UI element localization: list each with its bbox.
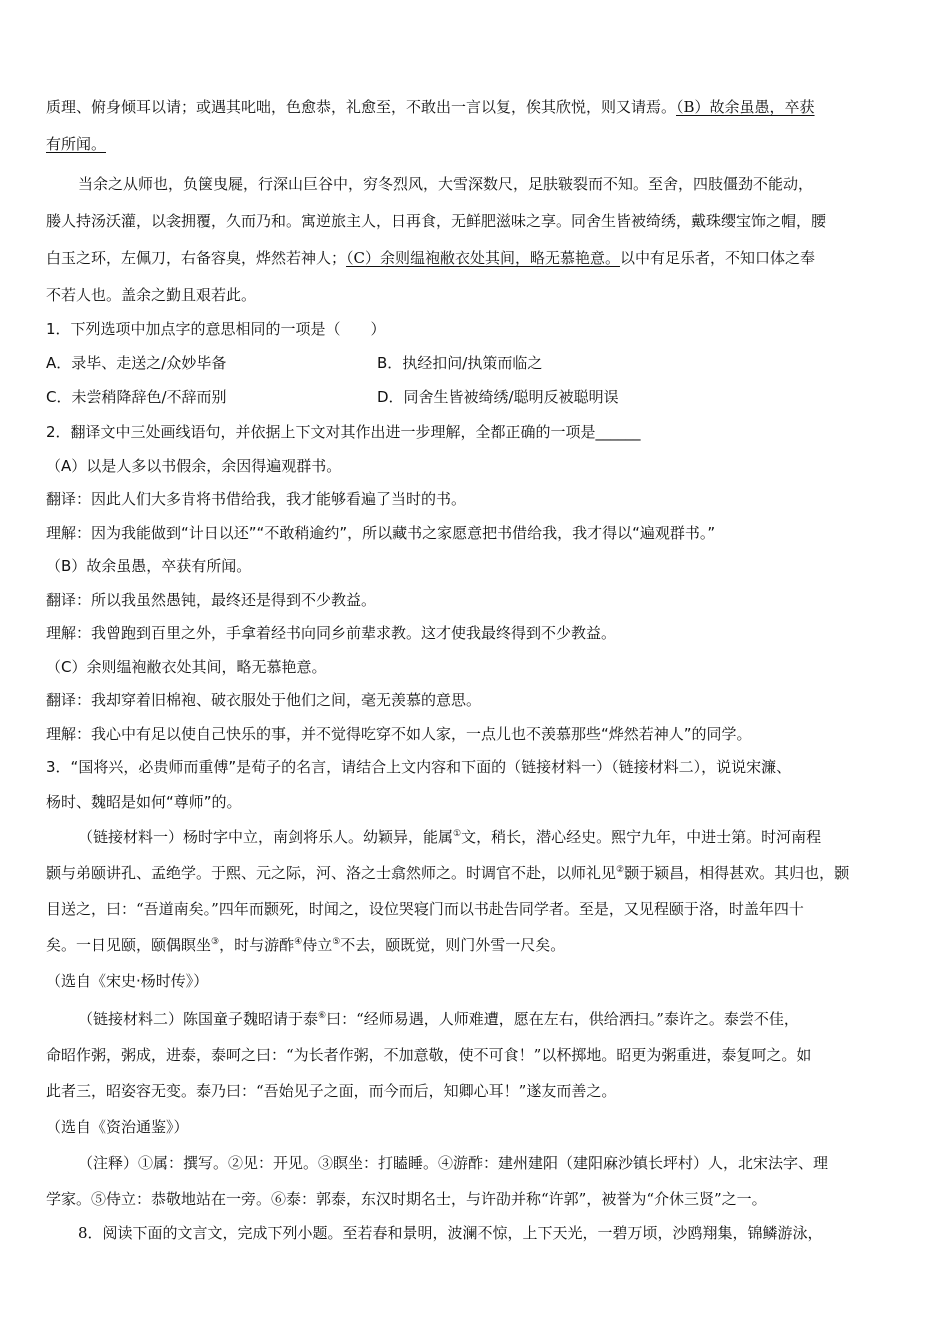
passage-line: 当余之从师也，负箧曳屣，行深山巨谷中，穷冬烈风，大雪深数尺，足肤皲裂而不知。至舍，四肢僵劲不能动，	[78, 175, 814, 193]
passage-line: 白玉之环，左佩刀，右备容臭，烨然若神人；（C）余则缊袍敝衣处其间，略无慕艳意。以中有足乐者，不知口体之奉	[46, 249, 816, 267]
q2-line: 翻译：我却穿着旧棉袍、破衣服处于他们之间，毫无羡慕的意思。	[46, 691, 482, 709]
material-1-line: 颢与弟颐讲孔、孟绝学。于熙、元之际，河、洛之士翕然师之。时调官不赴，以师礼见②颢于颍昌，相得甚欢。其归也，颢	[46, 864, 850, 882]
q2-line: 翻译：所以我虽然愚钝，最终还是得到不少教益。	[46, 591, 377, 609]
question-8-stem: 8．阅读下面的文言文，完成下列小题。至若春和景明，波澜不惊，上下天光，一碧万顷，沙鸥翔集，锦鳞游泳，	[78, 1224, 823, 1242]
q2-line: 翻译：因此人们大多肯将书借给我，我才能够看遍了当时的书。	[46, 490, 467, 508]
notes-line: （注释）①属：撰写。②见：开见。③瞑坐：打瞌睡。④游酢：建州建阳（建阳麻沙镇长坪村）人，北宋法字、理	[78, 1154, 829, 1172]
q2-line: 理解：我曾跑到百里之外，手拿着经书向同乡前辈求教。这才使我最终得到不少教益。	[46, 624, 617, 642]
q2-line: 理解：我心中有足以使自己快乐的事，并不觉得吃穿不如人家，一点儿也不羡慕那些“烨然若神人”的同学。	[46, 725, 752, 743]
q2-line: 理解：因为我能做到“计日以还”“不敢稍逾约”，所以藏书之家愿意把书借给我，我才得以“遍观群书。”	[46, 524, 716, 542]
underlined-sentence-c: （C）余则缊袍敝衣处其间，略无慕艳意。	[346, 249, 620, 267]
option-a[interactable]: A．录毕、走送之/众妙毕备	[46, 354, 227, 372]
underlined-sentence-b: （B）故余虽愚，卒获	[676, 98, 815, 116]
q2-line: （A）以是人多以书假余，余因得遍观群书。	[46, 457, 342, 475]
material-1-line: （链接材料一）杨时字中立，南剑将乐人。幼颖异，能属①文，稍长，潜心经史。熙宁九年，中进士第。时河南程	[78, 828, 822, 846]
q2-line: （B）故余虽愚，卒获有所闻。	[46, 557, 252, 575]
question-1-options-row2	[46, 386, 708, 407]
question-1-stem: 1．下列选项中加点字的意思相同的一项是（ ）	[46, 320, 386, 338]
underlined-sentence-b-cont: 有所闻。	[46, 135, 107, 153]
material-1-line: 矣。一日见颐，颐偶瞑坐③，时与游酢④侍立⑤不去，颐既觉，则门外雪一尺矣。	[46, 936, 566, 954]
question-2-stem: 2．翻译文中三处画线语句，并依据上下文对其作出进一步理解，全都正确的一项是______	[46, 423, 641, 441]
notes-line: 学家。⑤侍立：恭敬地站在一旁。⑥泰：郭泰，东汉时期名士，与许劭并称“许郭”，被誉为“介休三贤”之一。	[46, 1190, 767, 1208]
passage-line: 媵人持汤沃灌，以衾拥覆，久而乃和。寓逆旅主人，日再食，无鲜肥滋味之享。同舍生皆被绮绣，戴珠缨宝饰之帽，腰	[46, 212, 827, 230]
material-2-line: （链接材料二）陈国童子魏昭请于泰⑥曰：“经师易遇，人师难遭，愿在左右，供给洒扫。”泰许之。泰尝不佳，	[78, 1010, 799, 1028]
material-2-source: （选自《资治通鉴》）	[46, 1118, 189, 1136]
q2-line: （C）余则缊袍敝衣处其间，略无慕艳意。	[46, 658, 327, 676]
option-c[interactable]: C．未尝稍降辞色/不辞而别	[46, 388, 227, 406]
material-1-line: 目送之，曰：“吾道南矣。”四年而颢死，时闻之，设位哭寝门而以书赴告同学者。至是，又见程颐于洛，时盖年四十	[46, 900, 804, 918]
option-d[interactable]: D．同舍生皆被绮绣/聪明反被聪明误	[377, 388, 619, 406]
question-3-stem: 3．“国将兴，必贵师而重傅”是荀子的名言，请结合上文内容和下面的（链接材料一）（链接材料二），说说宋濂、	[46, 758, 792, 776]
material-2-line: 命昭作粥，粥成，进泰，泰呵之曰：“为长者作粥，不加意敬，使不可食！”以杯掷地。昭更为粥重进，泰复呵之。如	[46, 1046, 812, 1064]
question-1-options-row1	[46, 352, 708, 373]
option-b[interactable]: B．执经扣问/执策而临之	[377, 354, 543, 372]
material-2-line: 此者三，昭姿容无变。泰乃曰：“吾始见子之面，而今而后，知卿心耳！”遂友而善之。	[46, 1082, 617, 1100]
passage-line: 不若人也。盖余之勤且艰若此。	[46, 286, 257, 304]
material-1-source: （选自《宋史·杨时传》）	[46, 972, 209, 990]
passage-line: 质理、俯身倾耳以请；或遇其叱咄，色愈恭，礼愈至，不敢出一言以复，俟其欣悦，则又请焉。（B）故余虽愚，卒获	[46, 98, 815, 116]
question-3-stem: 杨时、魏昭是如何“尊师”的。	[46, 793, 242, 811]
